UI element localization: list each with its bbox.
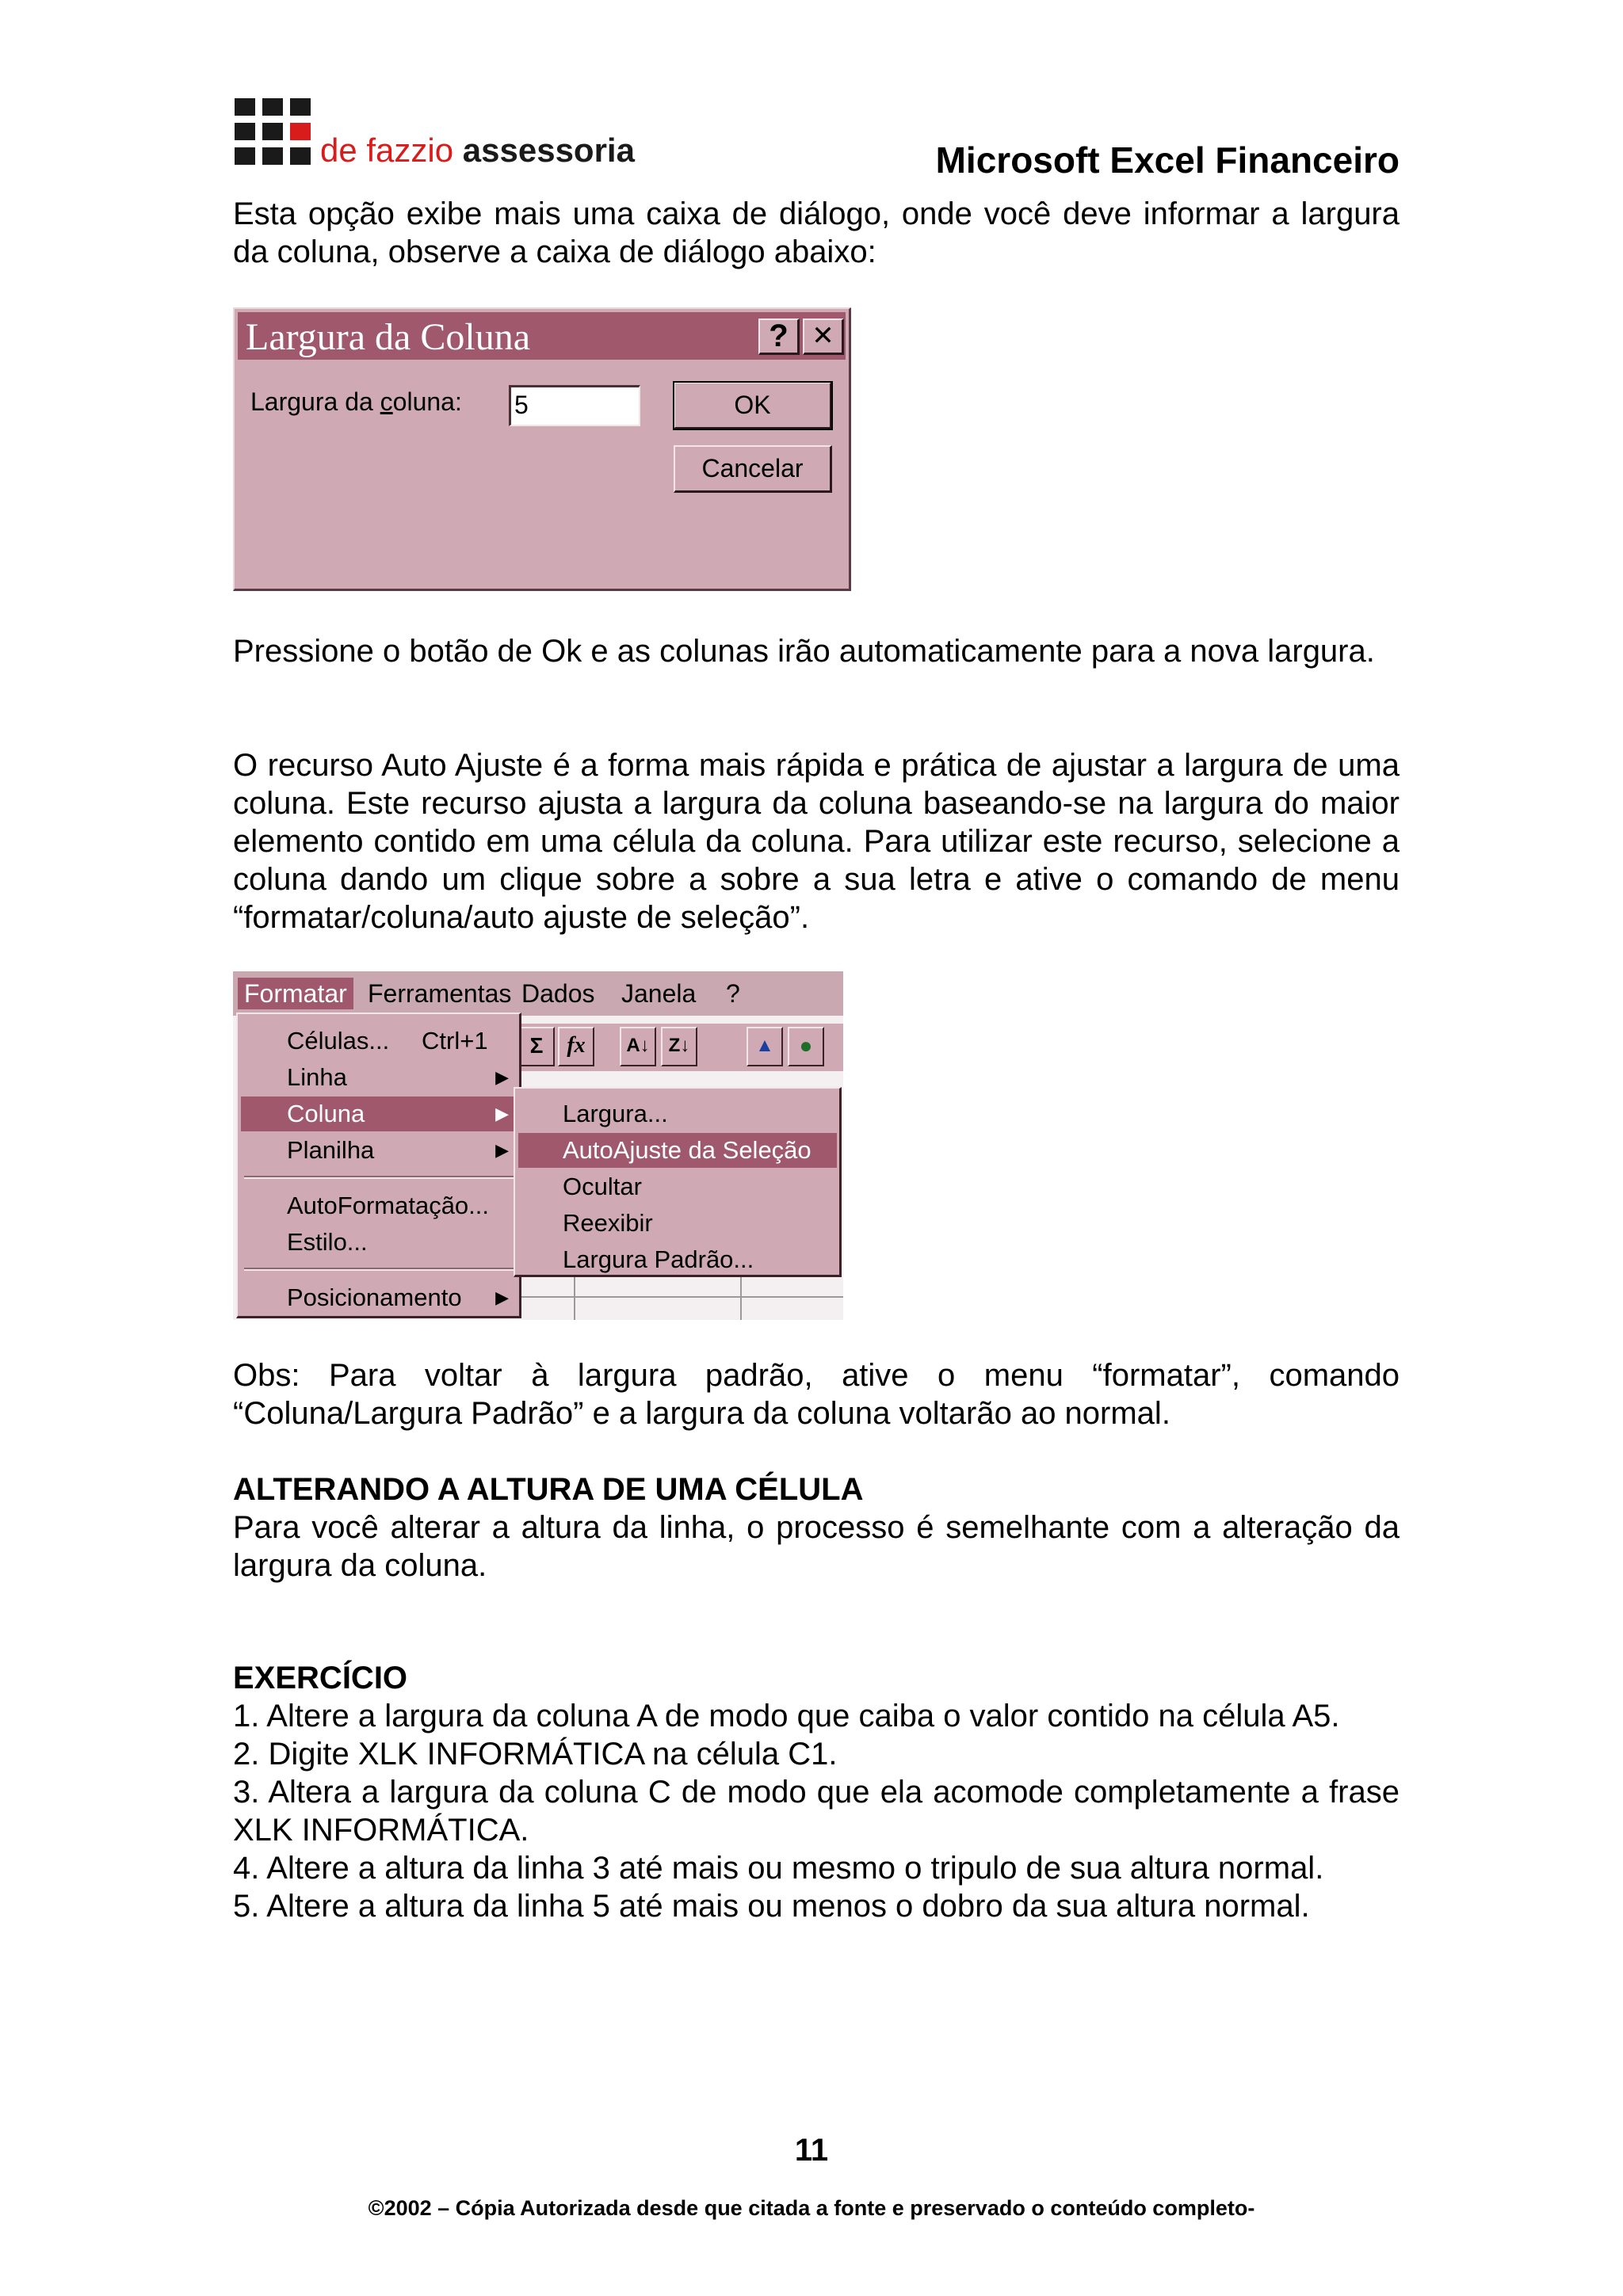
dialog-title: Largura da Coluna [246,316,530,358]
menu-item-posicionamento[interactable]: Posicionamento ▶ [241,1280,517,1315]
menu-separator [244,1268,514,1271]
globe-icon[interactable]: ● [788,1027,824,1066]
menu-help[interactable]: ? [726,979,740,1008]
ok-button[interactable]: OK [674,382,832,429]
heading-exercicio: EXERCÍCIO [233,1661,408,1695]
submenu-arrow-icon: ▶ [495,1104,509,1123]
function-icon[interactable]: fx [558,1027,594,1066]
exercise-item: 3. Altera a largura da coluna C de modo que ela acomode completamente a frase XLK INFORMÁTICA. [233,1775,1400,1848]
submenu-item-largura[interactable]: Largura... [563,1100,668,1127]
menu-dados[interactable]: Dados [521,979,595,1008]
format-menu-screenshot [233,971,843,1320]
help-button[interactable]: ? [758,318,800,355]
column-width-dialog [233,307,851,591]
close-button[interactable]: ✕ [803,318,844,355]
heading-altura: ALTERANDO A ALTURA DE UMA CÉLULA [233,1472,864,1507]
cancel-button[interactable]: Cancelar [674,445,832,493]
paragraph-altura: Para você alterar a altura da linha, o processo é semelhante com a alteração da largura da coluna. [233,1510,1400,1583]
dialog-titlebar [238,312,846,360]
menu-separator [244,1176,514,1179]
toolbar [518,1024,843,1071]
menu-item-autoformatacao[interactable]: AutoFormatação... [287,1192,490,1219]
menu-item-coluna[interactable]: Coluna ▶ [241,1097,517,1131]
exercise-item: 4. Altere a altura da linha 3 até mais ou mesmo o tripulo de sua altura normal. [233,1851,1324,1886]
paragraph-auto-ajuste: O recurso Auto Ajuste é a forma mais rápida e prática de ajustar a largura de uma coluna. Este recurso ajusta a largura da coluna baseando-se na largura do maior elemento contido em uma célula da coluna. Para utilizar este recurso, selecione a coluna dando um clique sobre a sobre a sua letra e ative o comando de menu “formatar/coluna/auto ajuste de seleção”. [233,748,1400,935]
menu-item-celulas[interactable]: Células... Ctrl+1 [287,1027,488,1055]
menu-bar [233,971,843,1016]
autosum-icon[interactable]: Σ [518,1027,555,1066]
copyright-footer: ©2002 – Cópia Autorizada desde que citada a fonte e preservado o conteúdo completo- [368,2196,1255,2220]
logo-wordmark: de fazzio assessoria [320,132,635,169]
column-width-input[interactable]: 5 [509,385,640,426]
submenu-arrow-icon: ▶ [495,1287,509,1307]
header-title: Microsoft Excel Financeiro [935,139,1400,181]
sort-descending-icon[interactable]: Z↓ [661,1027,697,1066]
chart-wizard-icon[interactable]: ▲ [747,1027,783,1066]
menu-item-linha[interactable]: Linha ▶ [241,1060,517,1095]
submenu-item-ocultar[interactable]: Ocultar [563,1173,642,1200]
company-logo [235,98,314,165]
paragraph-press-ok: Pressione o botão de Ok e as colunas irão automaticamente para a nova largura. [233,634,1375,669]
menu-item-planilha[interactable]: Planilha ▶ [241,1133,517,1168]
submenu-arrow-icon: ▶ [495,1067,509,1087]
submenu-item-largura-padrao[interactable]: Largura Padrão... [563,1245,754,1273]
exercise-item: 5. Altere a altura da linha 5 até mais ou menos o dobro da sua altura normal. [233,1889,1310,1924]
exercise-item: 2. Digite XLK INFORMÁTICA na célula C1. [233,1737,838,1772]
page-number: 11 [794,2133,829,2168]
paragraph-intro: Esta opção exibe mais uma caixa de diálogo, onde você deve informar a largura da coluna, observe a caixa de diálogo abaixo: [233,196,1400,269]
exercise-item: 1. Altere a largura da coluna A de modo que caiba o valor contido na célula A5. [233,1699,1340,1733]
column-width-label: Largura da coluna: [250,387,462,416]
submenu-item-autoajuste[interactable]: AutoAjuste da Seleção [518,1133,837,1168]
submenu-item-reexibir[interactable]: Reexibir [563,1209,653,1237]
sort-ascending-icon[interactable]: A↓ [620,1027,656,1066]
coluna-submenu [514,1087,842,1277]
menu-formatar[interactable]: Formatar [238,978,353,1009]
menu-ferramentas[interactable]: Ferramentas [368,979,512,1008]
submenu-arrow-icon: ▶ [495,1140,509,1160]
format-dropdown [236,1013,521,1318]
menu-janela[interactable]: Janela [621,979,697,1008]
paragraph-obs: Obs: Para voltar à largura padrão, ative o menu “formatar”, comando “Coluna/Largura Padrão” e a largura da coluna voltarão ao normal. [233,1358,1400,1431]
menu-item-estilo[interactable]: Estilo... [287,1228,368,1256]
